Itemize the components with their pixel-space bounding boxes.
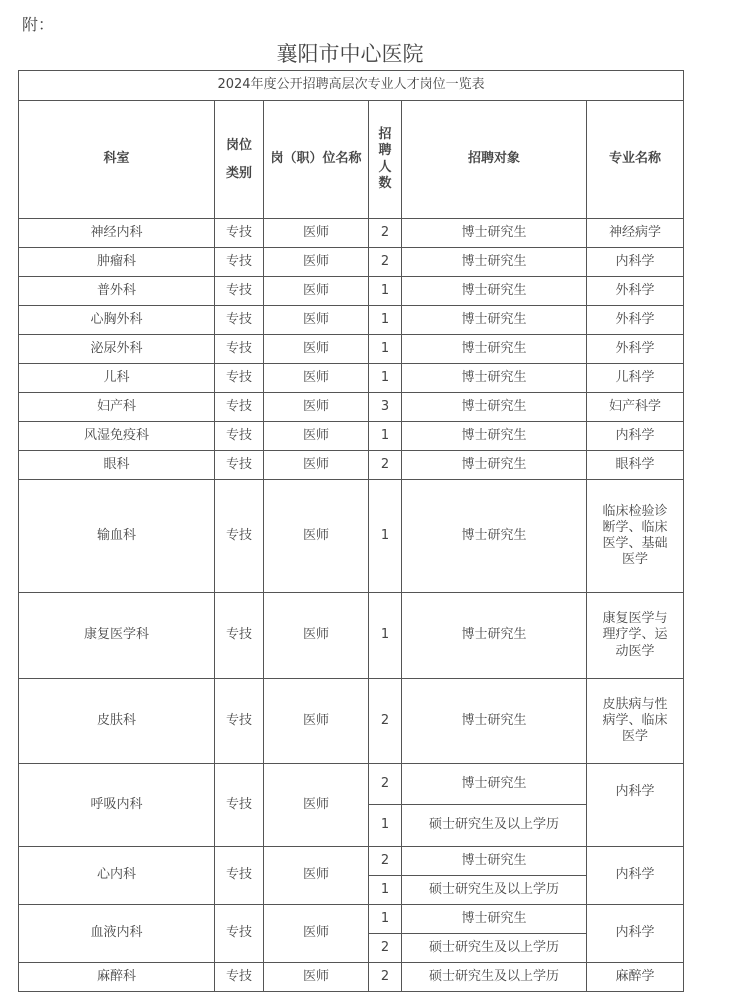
dept-cell: 泌尿外科 — [19, 335, 215, 364]
major-line: 断学、临床 — [602, 519, 668, 535]
major-cell — [587, 593, 684, 679]
target-cell: 博士研究生 — [402, 905, 587, 934]
position-cell: 医师 — [264, 335, 369, 364]
major-cell: 麻醉学 — [587, 963, 684, 992]
count-cell: 1 — [369, 876, 402, 905]
header-category — [215, 101, 264, 219]
major-line: 临床检验诊 — [602, 503, 668, 519]
header-count-char: 数 — [378, 175, 392, 191]
table-row — [19, 306, 684, 335]
count-cell: 3 — [369, 393, 402, 422]
category-cell: 专技 — [215, 905, 264, 963]
table-row — [19, 393, 684, 422]
dept-cell: 普外科 — [19, 277, 215, 306]
category-cell: 专技 — [215, 480, 264, 593]
major-cell: 内科学 — [587, 422, 684, 451]
dept-cell: 心内科 — [19, 847, 215, 905]
target-cell: 博士研究生 — [402, 219, 587, 248]
hospital-name: 襄阳市中心医院 — [276, 42, 424, 66]
dept-cell: 康复医学科 — [19, 593, 215, 679]
count-cell: 1 — [369, 277, 402, 306]
dept-cell: 皮肤科 — [19, 679, 215, 764]
category-cell: 专技 — [215, 219, 264, 248]
count-cell: 1 — [369, 805, 402, 847]
table-title: 2024年度公开招聘高层次专业人才岗位一览表 — [19, 71, 684, 101]
target-cell: 博士研究生 — [402, 847, 587, 876]
target-cell: 博士研究生 — [402, 248, 587, 277]
major-cell: 外科学 — [587, 335, 684, 364]
table-row — [19, 422, 684, 451]
target-cell: 博士研究生 — [402, 277, 587, 306]
table-row — [19, 593, 684, 679]
table-row — [19, 679, 684, 764]
count-cell: 1 — [369, 480, 402, 593]
target-cell: 博士研究生 — [402, 393, 587, 422]
table-row — [19, 764, 684, 805]
count-cell: 2 — [369, 679, 402, 764]
target-cell: 博士研究生 — [402, 593, 587, 679]
major-cell: 外科学 — [587, 306, 684, 335]
header-count-char: 招 — [378, 127, 392, 142]
target-cell: 博士研究生 — [402, 451, 587, 480]
major-cell: 外科学 — [587, 277, 684, 306]
position-cell: 医师 — [264, 905, 369, 963]
count-cell: 2 — [369, 248, 402, 277]
major-cell — [587, 679, 684, 764]
major-cell: 神经病学 — [587, 219, 684, 248]
major-line: 医学、基础 — [602, 536, 668, 551]
major-cell: 儿科学 — [587, 364, 684, 393]
category-cell: 专技 — [215, 847, 264, 905]
header-position: 岗（职）位名称 — [264, 101, 369, 219]
dept-cell: 妇产科 — [19, 393, 215, 422]
target-cell: 博士研究生 — [402, 764, 587, 805]
position-cell: 医师 — [264, 480, 369, 593]
table-row — [19, 364, 684, 393]
attachment-label: 附： — [22, 15, 55, 34]
dept-cell: 呼吸内科 — [19, 764, 215, 847]
table-row — [19, 905, 684, 934]
category-cell: 专技 — [215, 277, 264, 306]
table-row — [19, 219, 684, 248]
category-cell: 专技 — [215, 451, 264, 480]
position-cell: 医师 — [264, 963, 369, 992]
header-category-line2: 类别 — [225, 165, 252, 181]
category-cell: 专技 — [215, 963, 264, 992]
target-cell: 硕士研究生及以上学历 — [402, 876, 587, 905]
dept-cell: 麻醉科 — [19, 963, 215, 992]
category-cell: 专技 — [215, 393, 264, 422]
category-cell: 专技 — [215, 364, 264, 393]
table-row — [19, 277, 684, 306]
header-count-char: 聘 — [378, 143, 392, 159]
major-line: 医学 — [622, 552, 649, 568]
table-row — [19, 451, 684, 480]
position-cell: 医师 — [264, 277, 369, 306]
major-line: 医学 — [622, 729, 649, 745]
table-row — [19, 480, 684, 593]
count-cell: 2 — [369, 934, 402, 963]
major-cell: 眼科学 — [587, 451, 684, 480]
position-cell: 医师 — [264, 847, 369, 905]
category-cell: 专技 — [215, 593, 264, 679]
target-cell: 硕士研究生及以上学历 — [402, 805, 587, 847]
dept-cell: 神经内科 — [19, 219, 215, 248]
dept-cell: 肿瘤科 — [19, 248, 215, 277]
position-cell: 医师 — [264, 306, 369, 335]
major-line: 皮肤病与性 — [602, 696, 668, 712]
positions-table — [18, 70, 684, 992]
dept-cell: 眼科 — [19, 451, 215, 480]
category-cell: 专技 — [215, 335, 264, 364]
dept-cell: 风湿免疫科 — [19, 422, 215, 451]
category-cell: 专技 — [215, 422, 264, 451]
major-line: 病学、临床 — [602, 712, 668, 728]
dept-cell: 心胸外科 — [19, 306, 215, 335]
count-cell: 1 — [369, 306, 402, 335]
count-cell: 1 — [369, 422, 402, 451]
category-cell: 专技 — [215, 248, 264, 277]
major-cell: 内科学 — [587, 847, 684, 905]
header-count-char: 人 — [378, 159, 392, 175]
header-target: 招聘对象 — [402, 101, 587, 219]
position-cell: 医师 — [264, 764, 369, 847]
count-cell: 1 — [369, 905, 402, 934]
major-line: 动医学 — [615, 643, 655, 659]
major-cell: 内科学 — [587, 764, 684, 847]
count-cell: 1 — [369, 364, 402, 393]
position-cell: 医师 — [264, 422, 369, 451]
major-cell: 内科学 — [587, 905, 684, 963]
header-category-line1: 岗位 — [225, 137, 252, 153]
category-cell: 专技 — [215, 679, 264, 764]
count-cell: 1 — [369, 335, 402, 364]
position-cell: 医师 — [264, 219, 369, 248]
table-row — [19, 847, 684, 876]
target-cell: 博士研究生 — [402, 679, 587, 764]
target-cell: 硕士研究生及以上学历 — [402, 934, 587, 963]
target-cell: 博士研究生 — [402, 422, 587, 451]
target-cell: 博士研究生 — [402, 306, 587, 335]
target-cell: 博士研究生 — [402, 364, 587, 393]
table-row — [19, 963, 684, 992]
count-cell: 1 — [369, 593, 402, 679]
table-row — [19, 248, 684, 277]
major-cell — [587, 480, 684, 593]
category-cell: 专技 — [215, 764, 264, 847]
category-cell: 专技 — [215, 306, 264, 335]
dept-cell: 儿科 — [19, 364, 215, 393]
header-dept: 科室 — [19, 101, 215, 219]
count-cell: 2 — [369, 963, 402, 992]
count-cell: 2 — [369, 451, 402, 480]
table-row — [19, 335, 684, 364]
position-cell: 医师 — [264, 248, 369, 277]
header-major: 专业名称 — [587, 101, 684, 219]
position-cell: 医师 — [264, 364, 369, 393]
header-count — [369, 101, 402, 219]
target-cell: 博士研究生 — [402, 335, 587, 364]
position-cell: 医师 — [264, 593, 369, 679]
major-cell: 妇产科学 — [587, 393, 684, 422]
target-cell: 博士研究生 — [402, 480, 587, 593]
title-row — [19, 71, 684, 101]
major-line: 康复医学与 — [602, 611, 668, 627]
position-cell: 医师 — [264, 679, 369, 764]
major-line: 理疗学、运 — [602, 627, 668, 643]
count-cell: 2 — [369, 219, 402, 248]
count-cell: 2 — [369, 847, 402, 876]
major-cell: 内科学 — [587, 248, 684, 277]
count-cell: 2 — [369, 764, 402, 805]
position-cell: 医师 — [264, 393, 369, 422]
dept-cell: 血液内科 — [19, 905, 215, 963]
dept-cell: 输血科 — [19, 480, 215, 593]
position-cell: 医师 — [264, 451, 369, 480]
target-cell: 硕士研究生及以上学历 — [402, 963, 587, 992]
header-row — [19, 101, 684, 219]
